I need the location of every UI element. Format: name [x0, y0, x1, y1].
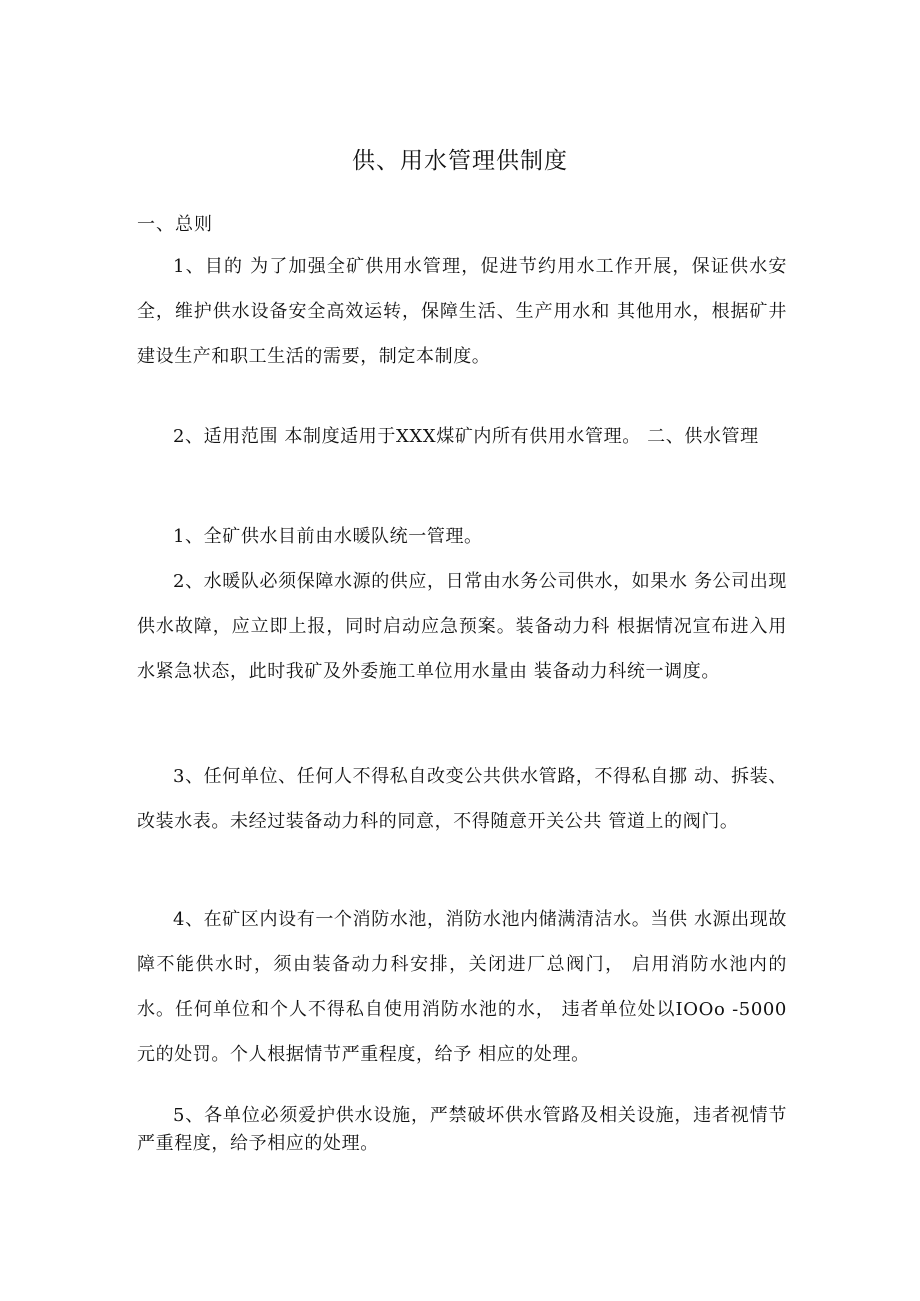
paragraph-facility-protection: 5、各单位必须爱护供水设施，严禁破坏供水管路及相关设施，违者视情节严重程度，给予相应的处理。: [137, 1105, 787, 1154]
paragraph-scope: 2、适用范围 本制度适用于XXX煤矿内所有供用水管理。 二、供水管理: [173, 426, 759, 447]
paragraph-fire-pool: 4、在矿区内设有一个消防水池，消防水池内储满清洁水。当供 水源出现故障不能供水时，须由装备动力科安排，关闭进厂总阀门， 启用消防水池内的水。任何单位和个人不得私自使用消防水池的水， 违者单位处以IOOo -5000元的处罚。个人根据情节严重程度，给予 相应的处理。: [137, 909, 787, 1065]
paragraph-water-source: 2、水暖队必须保障水源的供应，日常由水务公司供水，如果水 务公司出现供水故障，应立即上报，同时启动应急预案。装备动力科 根据情况宣布进入用水紧急状态，此时我矿及外委施工单位用水量由 装备动力科统一调度。: [137, 571, 787, 682]
paragraph-purpose: 1、目的 为了加强全矿供用水管理，促进节约用水工作开展，保证供水安全，维护供水设备安全高效运转，保障生活、生产用水和 其他用水，根据矿井建设生产和职工生活的需要，制定本制度。: [137, 256, 787, 367]
section-heading-general: 一、总则: [137, 214, 213, 235]
document-title: 供、用水管理供制度: [352, 148, 568, 174]
paragraph-pipeline-rules: 3、任何单位、任何人不得私自改变公共供水管路，不得私自挪 动、拆装、改装水表。未经过装备动力科的同意，不得随意开关公共 管道上的阀门。: [137, 766, 787, 832]
paragraph-supply-management: 1、全矿供水目前由水暖队统一管理。: [173, 526, 483, 547]
